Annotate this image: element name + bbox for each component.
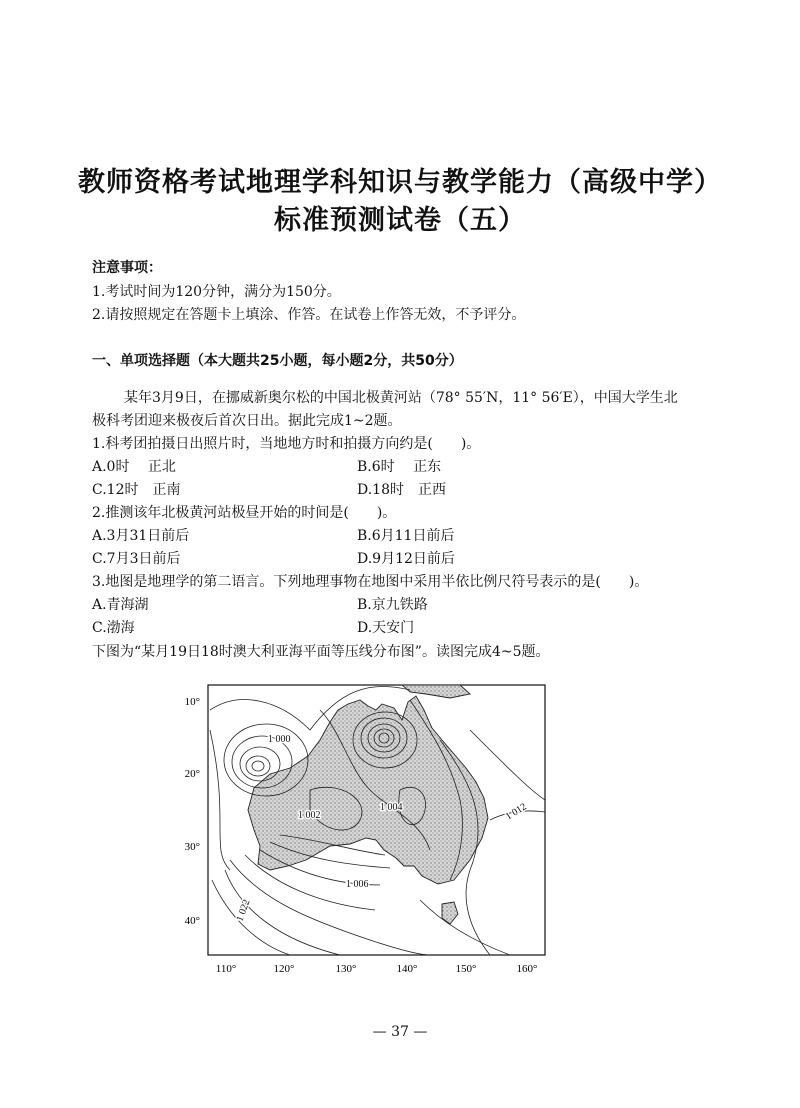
question-stem: 3.地图是地理学的第二语言。下列地理事物在地图中采用半依比例尺符号表示的是( )。	[92, 574, 649, 590]
isobar-label: 1 012	[503, 801, 529, 823]
question-stem: 2.推测该年北极黄河站极昼开始的时间是( )。	[92, 505, 397, 521]
option-b: B.6时 正东	[357, 459, 442, 475]
option-c: C.7月3日前后	[92, 551, 181, 567]
option-b: B.京九铁路	[357, 597, 428, 613]
passage-text: 某年3月9日，在挪威新奥尔松的中国北极黄河站（78° 55′N，11° 56′E），中国大学生北	[124, 390, 678, 406]
page-number: — 37 —	[372, 1024, 428, 1040]
lon-label: 140°	[396, 963, 418, 975]
notice-item: 1.考试时间为120分钟，满分为150分。	[92, 284, 341, 300]
option-a: A.3月31日前后	[92, 528, 190, 544]
option-a: A.0时 正北	[92, 459, 176, 475]
lat-label: 30°	[184, 841, 200, 853]
option-c: C.渤海	[92, 620, 135, 636]
lon-label: 110°	[215, 963, 237, 975]
lat-label: 40°	[184, 915, 200, 927]
notice-item: 2.请按照规定在答题卡上填涂、作答。在试卷上作答无效，不予评分。	[92, 307, 526, 323]
isobar-label: 1 002	[298, 810, 321, 821]
isobar-label: 1 006	[346, 879, 369, 890]
lon-label: 150°	[455, 963, 477, 975]
isobar-map-figure	[170, 670, 560, 980]
lat-label: 10°	[184, 696, 200, 708]
option-c: C.12时 正南	[92, 482, 181, 498]
lat-label: 20°	[184, 768, 200, 780]
isobar-label: 1 004	[380, 802, 403, 813]
lon-label: 160°	[516, 963, 538, 975]
question-stem: 1.科考团拍摄日出照片时，当地地方时和拍摄方向约是( )。	[92, 436, 481, 452]
notice-heading: 注意事项：	[92, 260, 162, 276]
isobar-label: 1 000	[268, 734, 291, 745]
passage-text: 下图为“某月19日18时澳大利亚海平面等压线分布图”。读图完成4~5题。	[92, 644, 550, 660]
section-heading: 一、单项选择题（本大题共25小题，每小题2分，共50分）	[92, 353, 463, 369]
option-d: D.9月12日前后	[357, 551, 455, 567]
option-b: B.6月11日前后	[357, 528, 455, 544]
page-title-line1: 教师资格考试地理学科知识与教学能力（高级中学）	[78, 167, 722, 198]
lon-label: 130°	[335, 963, 357, 975]
option-d: D.18时 正西	[357, 482, 446, 498]
option-d: D.天安门	[357, 620, 415, 636]
isobar-label: 1 022	[234, 898, 253, 924]
option-a: A.青海湖	[92, 597, 149, 613]
lon-label: 120°	[273, 963, 295, 975]
passage-text: 极科考团迎来极夜后首次日出。据此完成1~2题。	[92, 413, 402, 429]
page-title-line2: 标准预测试卷（五）	[274, 205, 526, 236]
